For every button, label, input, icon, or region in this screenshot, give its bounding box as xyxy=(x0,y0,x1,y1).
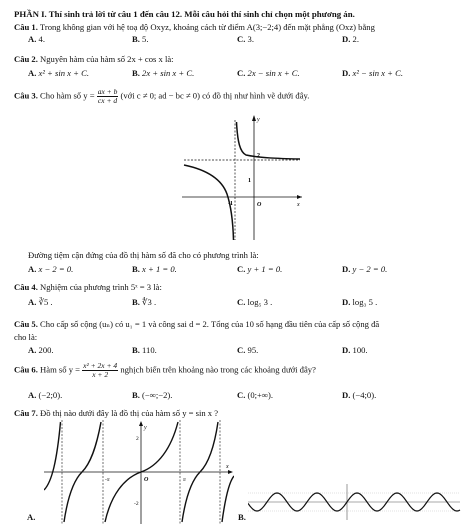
question-7-graph-a[interactable] xyxy=(44,420,234,524)
q3-option-b[interactable]: B. x + 1 = 0. xyxy=(132,264,177,274)
question-5-label: Câu 5. xyxy=(14,319,38,329)
q3-option-d[interactable]: D. y − 2 = 0. xyxy=(342,264,388,274)
question-3-fraction: $\frac{ax + b}{cx + d}$ xyxy=(97,87,118,105)
q6-option-b[interactable]: B. (−∞;−2). xyxy=(132,390,173,400)
q1-option-b[interactable]: B. 5. xyxy=(132,34,149,44)
graphA-pi-label: π xyxy=(183,477,186,483)
graphA-x-arrow-icon xyxy=(228,470,233,474)
q2-option-c[interactable]: C. 2x − sin x + C. xyxy=(237,68,300,78)
question-1 xyxy=(14,23,375,32)
q3-option-a[interactable]: A. x − 2 = 0. xyxy=(28,264,74,274)
graphA-x-label: x xyxy=(226,464,229,470)
question-3-options xyxy=(0,265,473,275)
question-3-graph xyxy=(178,112,306,242)
question-5-options xyxy=(0,346,473,356)
question-6-post: nghịch biến trên khoảng nào trong các khoảng dưới đây? xyxy=(120,364,316,375)
question-2-label: Câu 2. xyxy=(14,54,38,64)
question-3-label: Câu 3. xyxy=(14,90,38,101)
question-7-graph-b[interactable] xyxy=(248,482,462,522)
q3-option-c[interactable]: C. y + 1 = 0. xyxy=(237,264,283,274)
graph3-left-branch xyxy=(184,165,234,240)
question-3-pre: Cho hàm số y = xyxy=(40,90,95,101)
question-2 xyxy=(14,55,174,64)
q2-option-d[interactable]: D. x² − sin x + C. xyxy=(342,68,403,78)
graph3-x-label: x xyxy=(297,202,300,208)
question-1-label: Câu 1. xyxy=(14,22,38,32)
question-6-label: Câu 6. xyxy=(14,364,38,375)
graph3-value-2: 2 xyxy=(257,153,260,159)
graph3-right-branch xyxy=(237,122,301,159)
q4-option-c[interactable]: C. log₅ 3 . xyxy=(237,297,273,307)
q4-option-b[interactable]: B. ∜3 . xyxy=(132,297,157,307)
q1-option-a[interactable]: A. 4. xyxy=(28,34,45,44)
question-4-text: Nghiệm của phương trình 5ˣ = 3 là: xyxy=(40,282,162,292)
question-4-options xyxy=(0,298,473,308)
question-4 xyxy=(14,283,162,292)
q5-option-c[interactable]: C. 95. xyxy=(237,345,259,355)
question-5-text: Cho cấp số cộng (uₙ) có u₁ = 1 và công sai d = 2. Tổng của 10 số hạng đầu tiên của cấp số cộng đã xyxy=(40,319,380,329)
q6-option-d[interactable]: D. (−4;0). xyxy=(342,390,377,400)
graphA-origin-label: O xyxy=(144,477,149,483)
q4-option-d[interactable]: D. log₃ 5 . xyxy=(342,297,378,307)
question-5-text-cont: cho là: xyxy=(14,332,38,342)
question-1-options xyxy=(0,35,473,45)
q5-option-d[interactable]: D. 100. xyxy=(342,345,368,355)
question-5 xyxy=(14,320,379,329)
question-4-label: Câu 4. xyxy=(14,282,38,292)
question-1-text: Trong không gian với hệ toạ độ Oxyz, khoảng cách từ điểm A(3;−2;4) đến mặt phẳng (Oxz) bằng xyxy=(39,22,375,32)
question-6-fraction: $\frac{\text{x² + 2x + 4}}{x + 2}$ xyxy=(83,361,118,379)
q5-option-b[interactable]: B. 110. xyxy=(132,345,157,355)
graph-a-letter[interactable]: A. xyxy=(27,512,36,522)
question-6-pre: Hàm số y = xyxy=(40,364,80,375)
graph-b-letter[interactable]: B. xyxy=(238,512,246,522)
graph3-y-arrow-icon xyxy=(252,115,256,121)
question-7 xyxy=(14,409,218,418)
q2-option-a[interactable]: A. x² + sin x + C. xyxy=(28,68,89,78)
graph3-y-label: y xyxy=(257,117,260,123)
graph3-value-1: 1 xyxy=(248,178,251,184)
question-2-text: Nguyên hàm của hàm số 2x + cos x là: xyxy=(40,54,174,64)
graphA-y-label: y xyxy=(144,425,147,431)
question-3-prompt: Đường tiệm cận đứng của đồ thị hàm số đã cho có phương trình là: xyxy=(28,250,259,260)
graph3-value-neg1: -1 xyxy=(228,201,233,207)
graphA-branch-5 xyxy=(222,476,234,522)
question-7-text: Đồ thị nào dưới đây là đồ thị của hàm số y = sin x ? xyxy=(40,408,219,418)
graphA-branch-1 xyxy=(44,422,61,490)
graphA-value-neg2: -2 xyxy=(134,501,139,507)
q2-option-b[interactable]: B. 2x + sin x + C. xyxy=(132,68,195,78)
question-2-options xyxy=(0,69,473,79)
q6-option-a[interactable]: A. (−2;0). xyxy=(28,390,63,400)
graph3-x-arrow-icon xyxy=(297,195,302,199)
q1-option-c[interactable]: C. 3. xyxy=(237,34,254,44)
graphA-y-arrow-icon xyxy=(139,421,143,426)
q6-option-c[interactable]: C. (0;+∞). xyxy=(237,390,274,400)
question-7-label: Câu 7. xyxy=(14,408,38,418)
q1-option-d[interactable]: D. 2. xyxy=(342,34,359,44)
graphA-neg-pi-label: -π xyxy=(105,477,110,483)
q5-option-a[interactable]: A. 200. xyxy=(28,345,54,355)
section-header: PHẦN I. Thí sinh trả lời từ câu 1 đến câu 12. Mỗi câu hỏi thí sinh chỉ chọn một phương án. xyxy=(14,9,355,19)
question-6-options xyxy=(0,391,473,401)
graph3-origin-label: O xyxy=(257,202,262,208)
question-6 xyxy=(14,362,316,379)
q4-option-a[interactable]: A. ∛5 . xyxy=(28,297,53,307)
graphA-value-2: 2 xyxy=(136,436,139,442)
question-3-post: (với c ≠ 0; ad − bc ≠ 0) có đồ thị như hình vẽ dưới đây. xyxy=(120,90,310,101)
question-3 xyxy=(14,88,309,105)
